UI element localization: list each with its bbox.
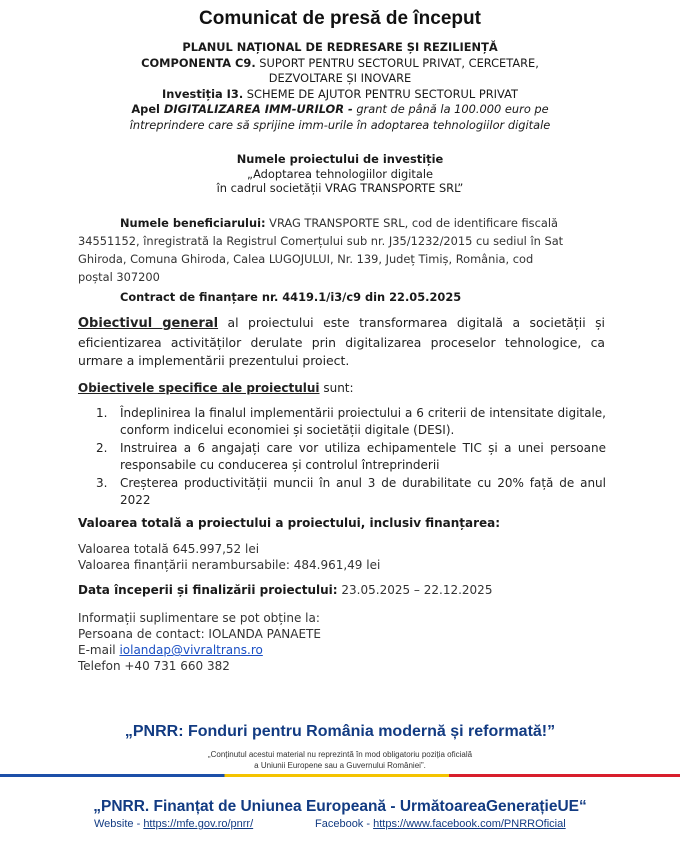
project-name-block [60,152,620,196]
program-header [60,40,620,133]
general-objective [78,314,605,371]
project-name-line1: „Adoptarea tehnologiilor digitale [246,166,434,181]
page-title: Comunicat de presă de început [199,8,481,29]
beneficiary-label: Numele beneficiarului: [120,216,266,230]
investment-label: Investiția I3. [162,86,244,101]
email-label: E-mail [78,643,120,657]
list-item-number: 3. [96,476,108,490]
project-dates-value: 23.05.2025 – 22.12.2025 [337,583,493,597]
project-dates-label: Data începerii și finalizării proiectului: [78,583,338,597]
component-label: COMPONENTA C9. [141,55,256,70]
list-item-text: Îndeplinirea la finalul implementării proiectului a 6 criterii de intensitate digitale, conform indicelui economiei și societății digitale (DESI). [120,406,606,437]
general-objective-label: Obiectivul general [78,316,219,331]
list-item-number: 2. [96,441,108,455]
specific-objectives-heading [78,381,354,395]
info-intro: Informații suplimentare se pot obține la: [78,611,320,625]
nonrefundable-value: Valoarea finanțării nerambursabile: 484.961,49 lei [78,558,381,572]
facebook-link[interactable]: https://www.facebook.com/PNRROficial [373,818,566,830]
beneficiary-text-3: Ghiroda, Comuna Ghiroda, Calea LUGOJULUI, Nr. 139, Județ Timiș, România, cod [78,252,534,266]
financing-contract: Contract de finanțare nr. 4419.1/i3/c9 din 22.05.2025 [120,290,462,304]
call-description-cont: întreprindere care să sprijine imm-urile în adoptarea tehnologiilor digitale [129,117,551,132]
disclaimer-line2: a Uniunii Europene sau a Guvernului României”. [254,761,426,770]
phone: Telefon +40 731 660 382 [78,659,230,673]
list-item [96,475,606,508]
website-label: Website - [94,818,144,830]
beneficiary-block [78,214,605,286]
list-item [96,440,606,473]
general-objective-text: al proiectului este transformarea digitală a societății și eficientizarea activităților derulate prin digitalizarea proceselor tehnologice, ca urmare a implementării prezentului proiect. [78,315,605,368]
project-values [78,541,380,573]
facebook-label: Facebook - [315,818,374,830]
pnrr-slogan: „PNRR: Fonduri pentru România modernă și reformată!” [124,723,556,740]
list-item [96,405,606,438]
specific-objectives-list [96,405,606,510]
footer-links [94,818,566,830]
call-name: DIGITALIZAREA IMM-URILOR - [163,102,353,116]
flag-color-divider [0,774,680,777]
website-link[interactable]: https://mfe.gov.ro/pnrr/ [143,818,254,830]
project-name-line2: în cadrul societății VRAG TRANSPORTE SRL” [216,181,464,195]
project-value-heading: Valoarea totală a proiectului a proiectului, inclusiv finanțarea: [78,516,501,530]
total-value: Valoarea totală 645.997,52 lei [78,542,260,556]
component-text-cont: DEZVOLTARE ȘI INOVARE [268,71,412,85]
beneficiary-text: VRAG TRANSPORTE SRL, cod de identificare fiscală [265,216,558,230]
specific-objectives-suffix: sunt: [319,381,354,395]
pnrr-line: PLANUL NAȚIONAL DE REDRESARE ȘI REZILIENȚĂ [182,40,498,54]
call-description: grant de până la 100.000 euro pe [352,102,549,116]
footer-title: „PNRR. Finanțat de Uniunea Europeană - UrmătoareaGenerațieUE“ [93,798,587,815]
beneficiary-text-4: poștal 307200 [78,270,160,284]
disclaimer-line1: „Conținutul acestui material nu reprezintă în mod obligatoriu poziția oficială [207,750,473,759]
email-link[interactable]: iolandap@vivraltrans.ro [119,643,263,657]
beneficiary-text-2: 34551152, înregistrată la Registrul Comerțului sub nr. J35/1232/2015 cu sediul în Sat [78,234,564,248]
investment-text: SCHEME DE AJUTOR PENTRU SECTORUL PRIVAT [243,86,518,101]
disclaimer [0,749,680,771]
specific-objectives-label: Obiectivele specifice ale proiectului [78,381,320,395]
list-item-text: Instruirea a 6 angajați care vor utiliza echipamentele TIC și a unei persoane responsabile cu conducerea și controlul întreprinderii [120,441,606,472]
component-text: SUPORT PENTRU SECTORUL PRIVAT, CERCETARE, [255,55,539,70]
call-label: Apel [131,102,164,116]
project-dates [78,583,492,597]
list-item-text: Creșterea productivității muncii în anul 3 de durabilitate cu 20% față de anul 2022 [120,476,606,507]
contact-info [78,610,321,674]
project-heading: Numele proiectului de investiție [236,152,444,166]
list-item-number: 1. [96,406,108,420]
contact-person: Persoana de contact: IOLANDA PANAETE [78,627,321,641]
